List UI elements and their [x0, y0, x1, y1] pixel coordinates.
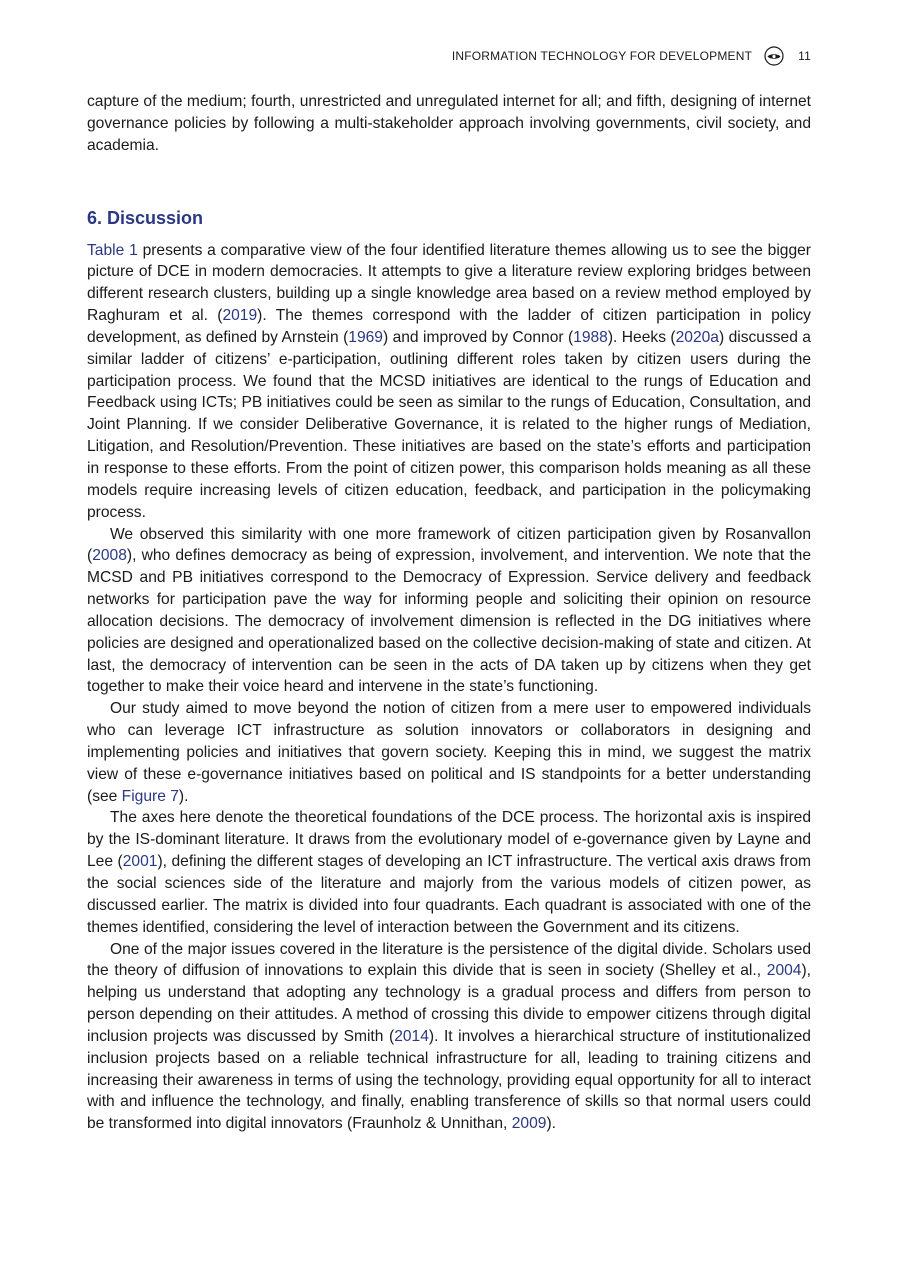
paragraph-text: ). The themes correspond with the ladder of citizen participation in policy development, as defined by Arnstein ( — [87, 307, 811, 346]
paragraph-text: ) discussed a similar ladder of citizens’ e-participation, outlining different roles taken by citizen users during the participation process. We found that the MCSD initiatives are identical to the rungs of Education and Feedback using ICTs; PB initiatives could be seen as similar to the rungs of Education, Consultation, and Joint Planning. If we consider Deliberative Governance, it is related to the higher rungs of Mediation, Litigation, and Resolution/Prevention. These initiatives are based on the state’s efforts and participation in response to these efforts. From the point of citizen power, this comparison holds meaning as all these models require increasing levels of citizen education, feedback, and participation in the policymaking process. — [87, 328, 811, 521]
table-reference-link[interactable]: Table 1 — [87, 241, 138, 259]
paragraph-text: ). It involves a hierarchical structure of institutionalized inclusion projects based on a reliable technical infrastructure for all, leading to training citizens and increasing their awareness in terms of using the technology, providing equal opportunity for all to interact with and influence the technology, and finally, enabling transference of skills so that normal users could be transformed into digital innovators (Fraunholz & Unnithan, — [87, 1027, 811, 1133]
paragraph-3 — [87, 698, 811, 807]
citation-link[interactable]: 2019 — [222, 307, 258, 325]
paragraph-1 — [87, 240, 811, 524]
citation-link[interactable]: 2020a — [675, 328, 719, 346]
paragraph-text: presents a comparative view of the four identified literature themes allowing us to see the bigger picture of DCE in modern democracies. It attempts to give a literature review exploring bridges between different research clusters, building up a single knowledge area based on a review method employed by Raghuram et al. ( — [87, 241, 811, 325]
citation-link[interactable]: 2004 — [766, 962, 802, 980]
paragraph-2 — [87, 524, 811, 699]
paragraph-text: The axes here denote the theoretical foundations of the DCE process. The horizontal axis is inspired by the IS-dominant literature. It draws from the evolutionary model of e-governance given by Layne and Lee ( — [87, 809, 811, 871]
paragraph-text: One of the major issues covered in the literature is the persistence of the digital divide. Scholars used the theory of diffusion of innovations to explain this divide that is seen in society (Shelley et al., — [87, 940, 811, 980]
running-header — [452, 46, 811, 66]
citation-link[interactable]: 2001 — [122, 853, 158, 871]
citation-link[interactable]: 2014 — [394, 1027, 429, 1045]
paragraph-text: ) and improved by Connor ( — [382, 328, 574, 346]
paragraph-text: ), helping us understand that adopting any technology is a gradual process and differs from person to person depending on their attitudes. A method of crossing this divide to empower citizens through digital inclusion projects was discussed by Smith ( — [87, 962, 811, 1045]
paragraph-text: Our study aimed to move beyond the notion of citizen from a mere user to empowered individuals who can leverage ICT infrastructure as solution innovators or collaborators in designing and implementing policies and initiatives that govern society. Keeping this in mind, we suggest the matrix view of these e-governance initiatives based on political and IS standpoints for a better understanding (see — [87, 700, 811, 805]
paragraph-text: ), defining the different stages of developing an ICT infrastructure. The vertical axis draws from the social sciences side of the literature and majorly from the various models of citizen power, as discussed earlier. The matrix is divided into four quadrants. Each quadrant is associated with one of the themes identified, considering the level of interaction between the Government and its citizens. — [87, 853, 811, 936]
figure-reference-link[interactable]: Figure 7 — [121, 787, 179, 805]
section-heading: 6. Discussion — [87, 207, 204, 228]
paragraph-text: ), who defines democracy as being of expression, involvement, and intervention. We note that the MCSD and PB initiatives correspond to the Democracy of Expression. Service delivery and feedback networks for participation pave the way for informing people and soliciting their opinion on resource allocation decisions. The democracy of involvement dimension is reflected in the DG initiatives where policies are designed and operationalized based on the collective decision-making of state and citizen. At last, the democracy of intervention can be seen in the acts of DA taken up by citizens when they get together to make their voice heard and intervene in the state’s functioning. — [87, 547, 811, 696]
citation-link[interactable]: 2009 — [511, 1115, 547, 1133]
paragraph-4 — [87, 807, 811, 938]
paragraph-text: ). — [546, 1115, 556, 1133]
article-body — [87, 91, 811, 1135]
paragraph-text: We observed this similarity with one more framework of citizen participation given by Rosanvallon ( — [87, 525, 811, 565]
paragraph-text: ). Heeks ( — [607, 328, 676, 346]
journal-logo-icon — [764, 46, 784, 66]
citation-link[interactable]: 1969 — [348, 328, 383, 346]
citation-link[interactable]: 1988 — [573, 328, 608, 346]
citation-link[interactable]: 2008 — [92, 547, 127, 565]
journal-name: INFORMATION TECHNOLOGY FOR DEVELOPMENT — [451, 49, 753, 63]
paragraph-5 — [87, 939, 811, 1136]
page-number: 11 — [798, 49, 811, 63]
paragraph-text: ). — [178, 787, 189, 805]
intro-paragraph: capture of the medium; fourth, unrestricted and unregulated internet for all; and fifth, designing of internet governance policies by following a multi-stakeholder approach involving governments, civil society, and academia. — [87, 93, 811, 154]
